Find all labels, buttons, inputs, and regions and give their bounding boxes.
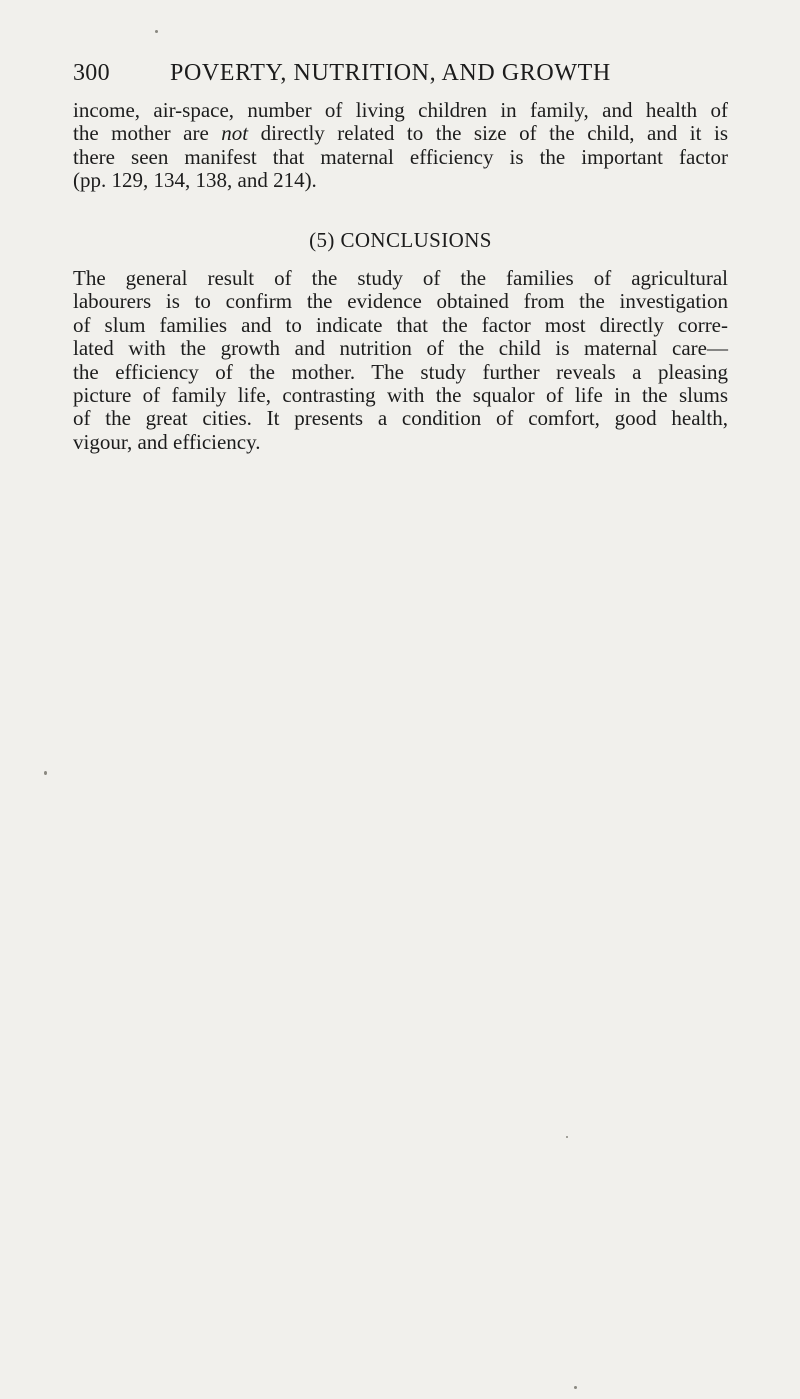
paragraph-line: vigour, and efficiency. [73, 429, 261, 454]
paragraph-line: the efficiency of the mother. The study further reveals a pleasing [73, 359, 728, 384]
running-head [73, 60, 727, 94]
paragraph-line: picture of family life, contrasting with the squalor of life in the slums [73, 382, 728, 407]
paragraph-line: income, air-space, number of living children in family, and health of [73, 98, 728, 122]
emphasis-text: not [221, 121, 249, 146]
paragraph-line: lated with the growth and nutrition of the child is maternal care— [73, 336, 728, 361]
paragraph-line: of slum families and to indicate that the factor most directly corre- [73, 312, 728, 337]
section-heading: (5) CONCLUSIONS [309, 228, 492, 252]
paragraph-line: labourers is to confirm the evidence obtained from the investigation [73, 289, 728, 314]
paper-speck [574, 1386, 577, 1389]
text-run: the mother are [73, 121, 222, 146]
paper-speck [566, 1136, 568, 1138]
paper-speck [155, 30, 158, 33]
page-number: 300 [73, 60, 110, 86]
paragraph-line: (pp. 129, 134, 138, and 214). [73, 168, 317, 193]
paragraph-continuation [73, 99, 728, 193]
paper-speck [44, 771, 47, 775]
paragraph-line [73, 122, 728, 145]
running-head-title: POVERTY, NUTRITION, AND GROWTH [170, 60, 611, 86]
text-run: directly related to the size of the child, and it is [248, 121, 728, 146]
paragraph-line: of the great cities. It presents a condition of comfort, good health, [73, 406, 728, 431]
paragraph-line: there seen manifest that maternal efficiency is the important factor [73, 144, 728, 169]
paragraph-line: The general result of the study of the families of agricultural [73, 266, 728, 290]
conclusions-paragraph [73, 267, 728, 454]
